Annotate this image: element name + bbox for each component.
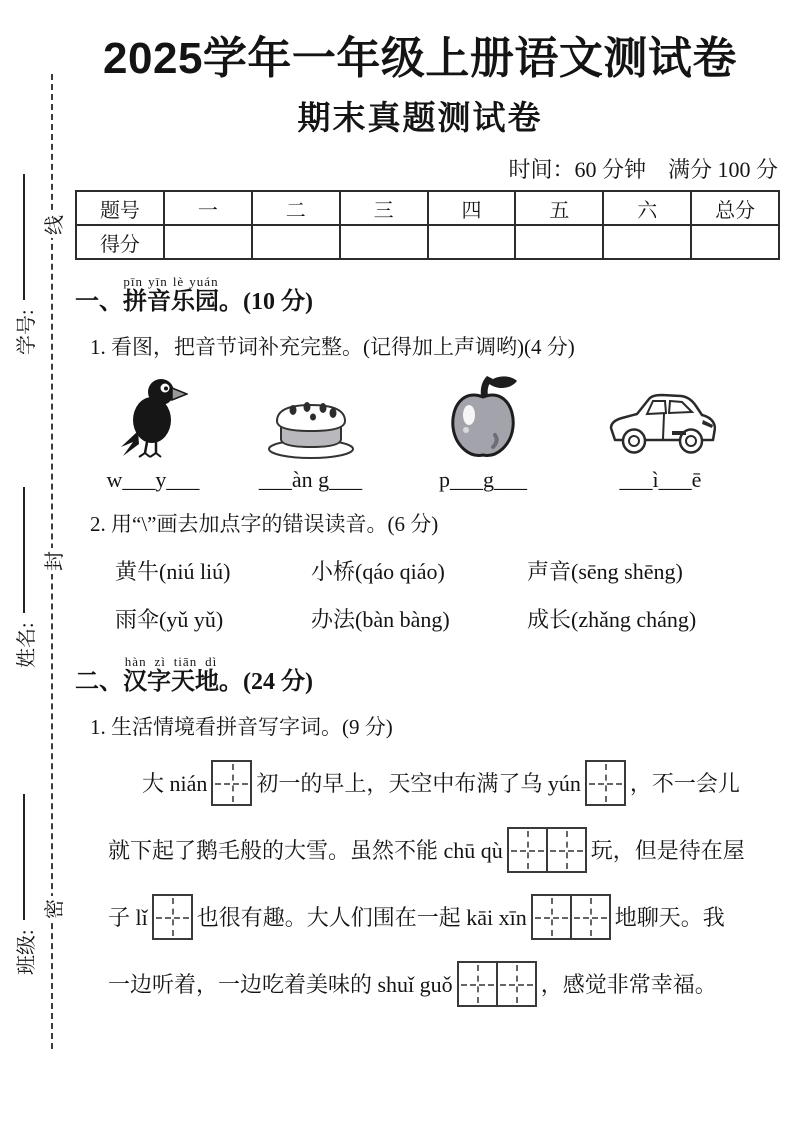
student-number-label-text: 学号: [15, 309, 38, 355]
pinyin-blank-crow: w___y___ [106, 467, 200, 492]
apple-image [443, 373, 523, 461]
writing-box [152, 894, 193, 940]
writing-box [585, 760, 626, 806]
student-number-blank [23, 174, 25, 300]
writing-box-pair [453, 961, 541, 1007]
student-name-label-text: 姓名: [15, 622, 38, 668]
word-item: 声音(sēng shēng) [527, 559, 683, 584]
question-1-1-text: 1. 看图，把音节词补充完整。(记得加上声调哟)(4 分) [90, 335, 575, 359]
class-label-text: 班级: [15, 929, 38, 975]
page-title: 2025学年一年级上册语文测试卷 [103, 34, 737, 83]
score-cell [340, 225, 428, 259]
student-name-label [10, 458, 38, 668]
score-row-label: 得分 [76, 225, 164, 259]
score-cell [164, 225, 252, 259]
section1-title-pinyin: pīn yīn lè yuán [123, 274, 219, 289]
paragraph-line-4 [108, 950, 780, 1017]
word-choice-row-2 [115, 603, 780, 634]
section2-title-ruby [123, 654, 219, 695]
car-image [606, 387, 716, 461]
student-name-blank [23, 487, 25, 613]
word-item: 黄牛(niú liú) [115, 559, 231, 584]
seal-char-feng: 封 [39, 548, 65, 574]
section1-title-ruby [123, 274, 219, 315]
word-item: 小桥(qáo qiáo) [311, 559, 445, 584]
score-header-cell: 三 [340, 191, 428, 225]
score-header-cell: 四 [428, 191, 516, 225]
section2-heading [75, 656, 780, 696]
word-item: 办法(bàn bàng) [311, 607, 450, 632]
writing-box [457, 961, 498, 1007]
score-cell [691, 225, 779, 259]
paragraph-text: ，不一会儿 [629, 771, 740, 796]
word-choice-row-1 [115, 555, 780, 586]
paragraph-text: 初一的早上，天空中布满了乌 yún [256, 771, 581, 796]
writing-box [531, 894, 572, 940]
crow-image [118, 373, 188, 461]
score-header-cell: 二 [252, 191, 340, 225]
paragraph-text: 子 lǐ [108, 905, 148, 930]
fill-in-paragraph [108, 749, 780, 1017]
time-score-info: 时间：60 分钟 满分 100 分 [508, 157, 778, 182]
seal-char-line: 线 [39, 212, 65, 238]
score-header-cell: 六 [603, 191, 691, 225]
paragraph-text: 玩，但是待在屋 [590, 838, 745, 863]
score-cell [428, 225, 516, 259]
question-2-1-text: 1. 生活情境看拼音写字词。(9 分) [90, 715, 393, 739]
section2-number: 二、 [75, 669, 123, 695]
student-number-label [10, 145, 38, 355]
paragraph-line-1 [108, 749, 780, 816]
score-cell [603, 225, 691, 259]
class-blank [23, 794, 25, 920]
pinyin-blank-car: ___ì___ē [619, 467, 702, 492]
writing-box [507, 827, 548, 873]
page-subtitle: 期末真题测试卷 [297, 101, 543, 137]
section2-title-pinyin: hàn zì tiān dì [123, 654, 219, 669]
pinyin-blank-cake: ___àn g___ [258, 467, 363, 492]
score-header-cell: 总分 [691, 191, 779, 225]
section1-points: 。(10 分) [219, 289, 313, 315]
section2-points: 。(24 分) [219, 669, 313, 695]
paragraph-text: 大 nián [142, 771, 208, 796]
section1-heading [75, 276, 780, 316]
writing-box-pair [503, 827, 591, 873]
writing-box [496, 961, 537, 1007]
paragraph-text: 也很有趣。大人们围在一起 kāi xīn [196, 905, 527, 930]
score-cell [515, 225, 603, 259]
cake-image [265, 381, 357, 461]
paragraph-text: 就下起了鹅毛般的大雪。虽然不能 chū qù [108, 838, 503, 863]
pinyin-blank-row [60, 467, 780, 493]
score-header-cell: 五 [515, 191, 603, 225]
score-header-cell: 题号 [76, 191, 164, 225]
paragraph-text: 地聊天。我 [614, 905, 725, 930]
score-table [75, 190, 780, 260]
section2-title: 汉字天地 [123, 669, 219, 695]
word-item: 成长(zhǎng cháng) [527, 607, 697, 632]
pinyin-blank-apple: p___g___ [439, 467, 527, 492]
score-table-header-row [76, 191, 779, 225]
section1-title: 拼音乐园 [123, 289, 219, 315]
section1-number: 一、 [75, 289, 123, 315]
paragraph-text: ，感觉非常幸福。 [540, 972, 717, 997]
paragraph-text: 一边听着，一边吃着美味的 shuǐ guǒ [108, 972, 453, 997]
class-label [10, 765, 38, 975]
score-table-score-row [76, 225, 779, 259]
writing-box [546, 827, 587, 873]
exam-page [60, 0, 780, 1017]
word-item: 雨伞(yǔ yǔ) [115, 607, 224, 632]
seal-char-mi: 密 [39, 896, 65, 922]
writing-box-pair [527, 894, 615, 940]
score-header-cell: 一 [164, 191, 252, 225]
paragraph-line-3 [108, 883, 780, 950]
writing-box [211, 760, 252, 806]
writing-box [570, 894, 611, 940]
question-1-2-text: 2. 用“\”画去加点字的错误读音。(6 分) [90, 512, 439, 536]
picture-row [60, 373, 780, 461]
paragraph-line-2 [108, 816, 780, 883]
score-cell [252, 225, 340, 259]
